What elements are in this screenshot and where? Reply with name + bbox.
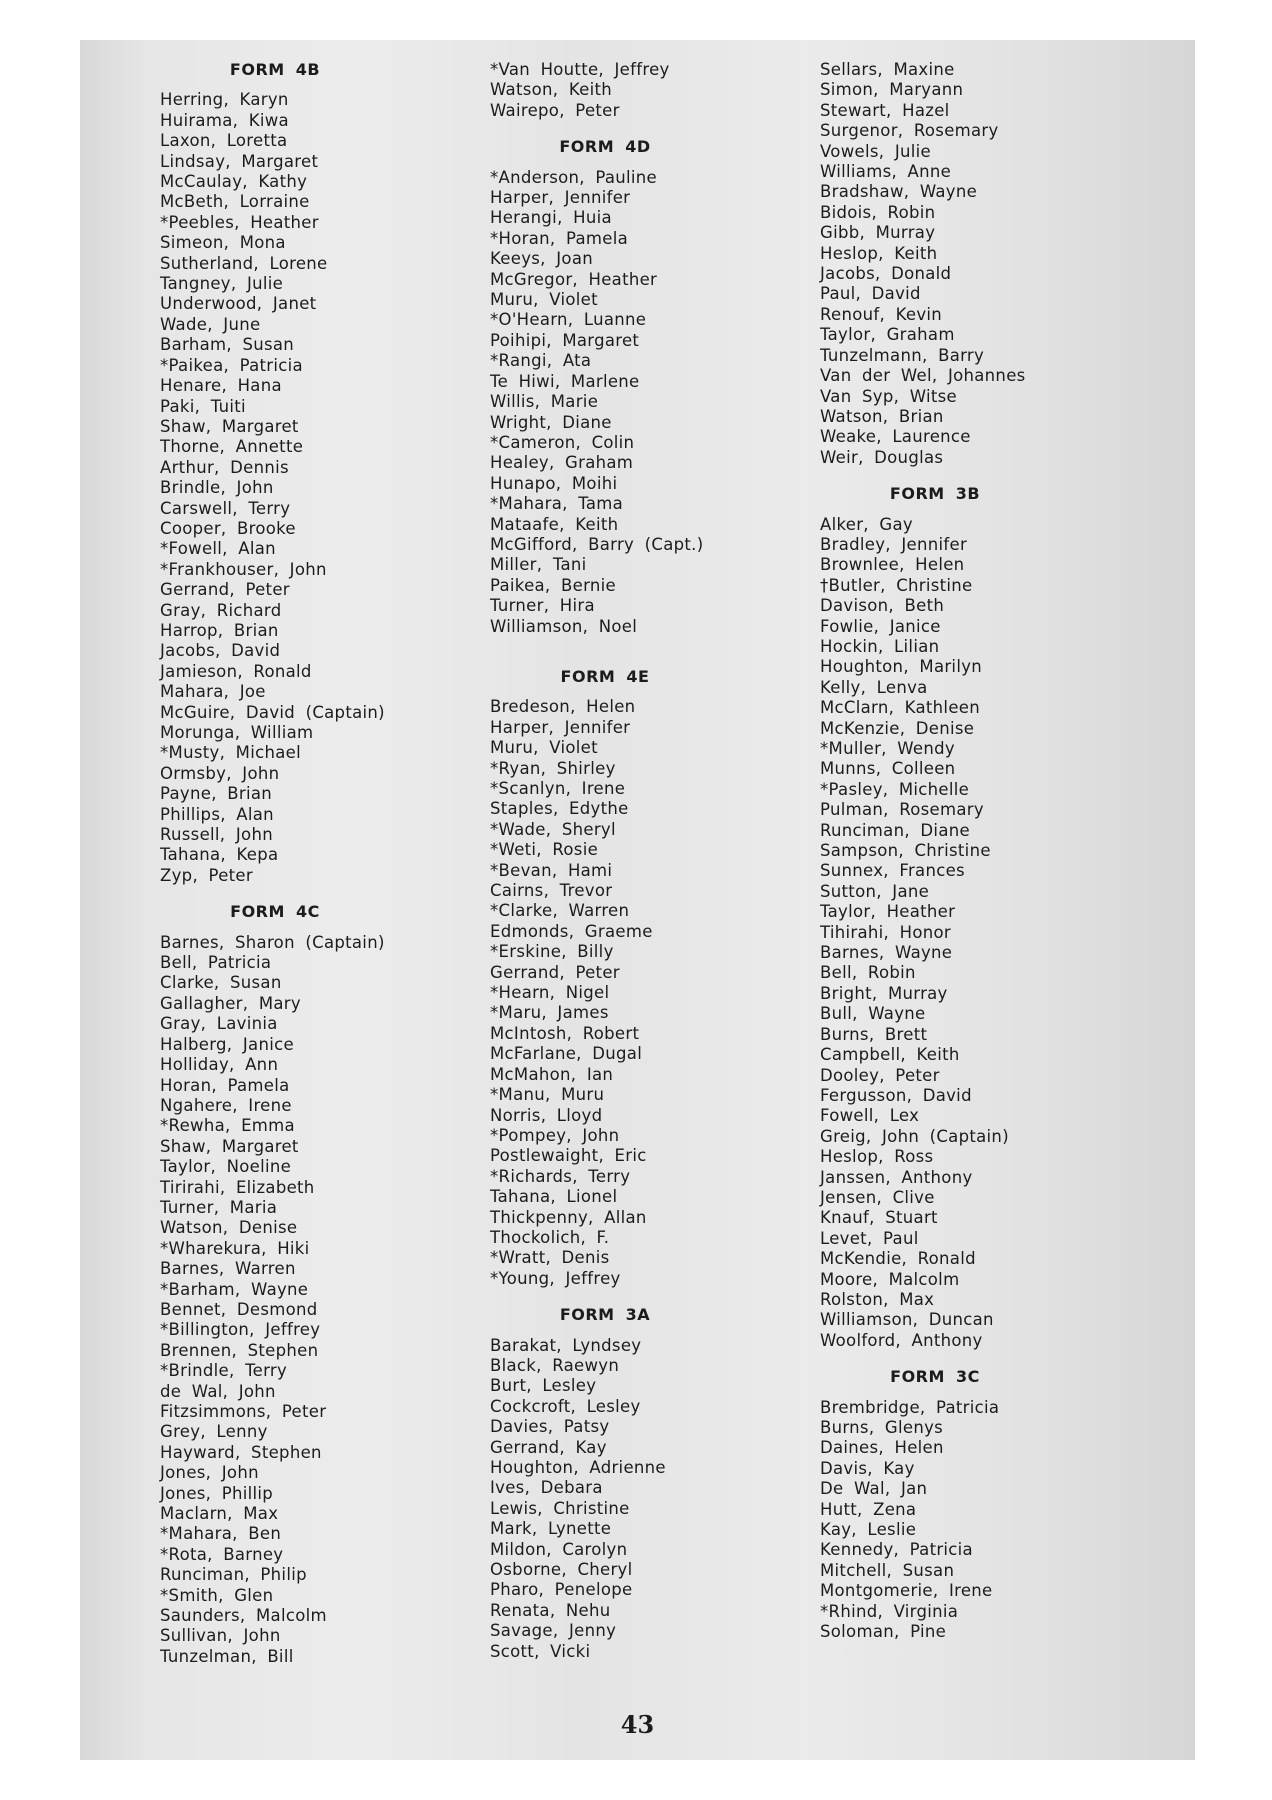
- list-item: Willis, Marie: [490, 392, 599, 412]
- list-item: Barnes, Warren: [160, 1259, 296, 1279]
- column-3: [820, 60, 1160, 1642]
- list-item: Herring, Karyn: [160, 90, 289, 110]
- list-item: Gerrand, Peter: [490, 962, 620, 982]
- section-form-4d: [490, 137, 810, 637]
- list-item: Brindle, John: [160, 478, 274, 498]
- list-item: Alker, Gay: [820, 514, 913, 534]
- list-item: Houghton, Marilyn: [820, 657, 983, 677]
- name-list-continued: [820, 60, 1160, 468]
- list-item: De Wal, Jan: [820, 1479, 928, 1499]
- name-list: [160, 933, 460, 1668]
- page-number: 43: [620, 1710, 655, 1739]
- list-item: de Wal, John: [160, 1381, 276, 1401]
- list-item: Daines, Helen: [820, 1438, 944, 1458]
- list-item: Montgomerie, Irene: [820, 1581, 993, 1601]
- list-item: Turner, Hira: [490, 596, 595, 616]
- list-item: Mahara, Joe: [160, 682, 266, 702]
- list-item: McFarlane, Dugal: [490, 1044, 643, 1064]
- list-item: Harper, Jennifer: [490, 188, 631, 208]
- list-item: Renata, Nehu: [490, 1600, 611, 1620]
- list-item: Taylor, Heather: [820, 902, 956, 922]
- list-item: *Young, Jeffrey: [490, 1268, 621, 1288]
- list-item: Bradshaw, Wayne: [820, 182, 978, 202]
- list-item: Lindsay, Margaret: [160, 151, 319, 171]
- list-item: *Rangi, Ata: [490, 351, 592, 371]
- list-item: Hayward, Stephen: [160, 1442, 322, 1462]
- list-item: *Cameron, Colin: [490, 432, 635, 452]
- list-item: *Barham, Wayne: [160, 1279, 309, 1299]
- list-item: Barnes, Sharon (Captain): [160, 932, 385, 952]
- list-item: Bradley, Jennifer: [820, 534, 968, 554]
- list-item: Munns, Colleen: [820, 759, 956, 779]
- list-item: Turner, Maria: [160, 1197, 278, 1217]
- section-form-3a: [490, 1305, 810, 1662]
- list-item: Clarke, Susan: [160, 973, 282, 993]
- section-form-4b: [160, 60, 460, 886]
- list-item: Moore, Malcolm: [820, 1269, 960, 1289]
- list-item: Bright, Murray: [820, 983, 948, 1003]
- list-item: Wairepo, Peter: [490, 100, 620, 120]
- list-item: Kay, Leslie: [820, 1520, 917, 1540]
- list-item: Williamson, Duncan: [820, 1310, 994, 1330]
- list-item: Herangi, Huia: [490, 208, 612, 228]
- list-item: Vowels, Julie: [820, 141, 931, 161]
- list-item: *Pasley, Michelle: [820, 779, 970, 799]
- list-item: Cairns, Trevor: [490, 881, 613, 901]
- list-item: Hutt, Zena: [820, 1499, 917, 1519]
- list-item: Saunders, Malcolm: [160, 1606, 327, 1626]
- section-heading: FORM 4B: [229, 60, 321, 79]
- list-item: *Frankhouser, John: [160, 559, 327, 579]
- list-item: Surgenor, Rosemary: [820, 121, 999, 141]
- list-item: Pulman, Rosemary: [820, 800, 984, 820]
- list-item: Cooper, Brooke: [160, 518, 296, 538]
- list-item: Janssen, Anthony: [820, 1167, 973, 1187]
- name-list: [160, 90, 460, 886]
- list-item: Postlewaight, Eric: [490, 1146, 647, 1166]
- list-item: *Mahara, Ben: [160, 1524, 282, 1544]
- list-item: *Anderson, Pauline: [490, 167, 657, 187]
- list-item: Wade, June: [160, 314, 261, 334]
- list-item: *O'Hearn, Luanne: [490, 310, 647, 330]
- list-item: Gray, Lavinia: [160, 1014, 278, 1034]
- list-item: Sampson, Christine: [820, 841, 991, 861]
- list-item: Gray, Richard: [160, 600, 282, 620]
- list-item: Thickpenny, Allan: [490, 1207, 647, 1227]
- list-item: Mitchell, Susan: [820, 1560, 955, 1580]
- list-item: *Manu, Muru: [490, 1085, 605, 1105]
- list-item: Bredeson, Helen: [490, 697, 636, 717]
- list-item: Jensen, Clive: [820, 1187, 935, 1207]
- list-item: Phillips, Alan: [160, 804, 274, 824]
- list-item: Watson, Brian: [820, 406, 944, 426]
- list-item: Paul, David: [820, 284, 921, 304]
- list-item: Simon, Maryann: [820, 80, 964, 100]
- list-item: Ives, Debara: [490, 1478, 603, 1498]
- list-item: Shaw, Margaret: [160, 1136, 299, 1156]
- list-item: Harper, Jennifer: [490, 717, 631, 737]
- list-item: Levet, Paul: [820, 1228, 919, 1248]
- list-item: Sullivan, John: [160, 1626, 281, 1646]
- name-list: [490, 168, 810, 637]
- list-item: Shaw, Margaret: [160, 416, 299, 436]
- list-item: Hunapo, Moihi: [490, 473, 618, 493]
- section-heading: FORM 4C: [230, 902, 320, 922]
- list-item: Davies, Patsy: [490, 1417, 610, 1437]
- list-item: *Pompey, John: [490, 1125, 620, 1145]
- list-item: Black, Raewyn: [490, 1355, 620, 1375]
- list-item: Taylor, Noeline: [160, 1157, 292, 1177]
- list-item: *Wratt, Denis: [490, 1248, 610, 1268]
- list-item: Tirirahi, Elizabeth: [160, 1177, 315, 1197]
- list-item: Gallagher, Mary: [160, 993, 301, 1013]
- list-item: Tunzelmann, Barry: [820, 345, 985, 365]
- list-item: Runciman, Diane: [820, 820, 970, 840]
- list-item: McGifford, Barry (Capt.): [490, 534, 704, 554]
- list-item: Fowlie, Janice: [820, 616, 941, 636]
- list-item: Bidois, Robin: [820, 202, 936, 222]
- list-item: Grey, Lenny: [160, 1422, 268, 1442]
- list-item: Hockin, Lilian: [820, 636, 940, 656]
- list-item: Burns, Glenys: [820, 1418, 944, 1437]
- list-item: *Rewha, Emma: [160, 1116, 295, 1136]
- list-item: Jacobs, Donald: [820, 264, 952, 284]
- list-item: Knauf, Stuart: [820, 1208, 938, 1228]
- list-item: Brembridge, Patricia: [820, 1397, 1000, 1417]
- list-item: *Clarke, Warren: [490, 901, 630, 921]
- list-item: Sunnex, Frances: [820, 861, 965, 881]
- list-item: Bell, Robin: [820, 963, 916, 983]
- list-item: Savage, Jenny: [490, 1621, 617, 1641]
- list-item: *Maru, James: [490, 1003, 609, 1023]
- list-item: Mildon, Carolyn: [490, 1539, 628, 1559]
- list-item: *Ryan, Shirley: [490, 758, 616, 778]
- list-item: McKenzie, Denise: [820, 718, 975, 738]
- list-item: Gibb, Murray: [820, 223, 936, 243]
- list-item: Watson, Denise: [160, 1218, 298, 1238]
- section-heading: FORM 4D: [559, 137, 651, 157]
- list-item: *Hearn, Nigel: [490, 983, 610, 1003]
- list-item: Davis, Kay: [820, 1458, 915, 1478]
- name-list: [490, 697, 810, 1289]
- section-heading: FORM 3C: [890, 1367, 980, 1387]
- list-item: Ormsby, John: [160, 763, 280, 783]
- list-item: Jamieson, Ronald: [160, 661, 312, 681]
- list-item: Huirama, Kiwa: [160, 110, 289, 130]
- list-item: Morunga, William: [160, 723, 314, 742]
- list-item: Runciman, Philip: [160, 1565, 307, 1585]
- list-item: *Weti, Rosie: [490, 840, 599, 860]
- list-item: Henare, Hana: [160, 376, 282, 396]
- list-item: Staples, Edythe: [490, 799, 629, 819]
- list-item: Williamson, Noel: [490, 616, 638, 636]
- list-item: *Smith, Glen: [160, 1585, 274, 1605]
- list-item: McBeth, Lorraine: [160, 192, 310, 212]
- section-heading: FORM 3B: [889, 484, 981, 504]
- list-item: †Butler, Christine: [820, 575, 973, 595]
- list-item: Mark, Lynette: [490, 1519, 612, 1539]
- list-item: Gerrand, Peter: [160, 580, 290, 600]
- name-list: [820, 1398, 1160, 1643]
- list-item: Russell, John: [160, 825, 273, 845]
- list-item: *Bevan, Hami: [490, 860, 613, 880]
- list-item: Simeon, Mona: [160, 233, 286, 253]
- list-item: *Brindle, Terry: [160, 1361, 288, 1381]
- list-item: Renouf, Kevin: [820, 304, 943, 324]
- list-item: *Wade, Sheryl: [490, 819, 616, 839]
- section-form-4e: [490, 667, 810, 1289]
- list-item: Gerrand, Kay: [490, 1437, 607, 1457]
- list-item: Sellars, Maxine: [820, 60, 955, 79]
- list-item: *Richards, Terry: [490, 1166, 631, 1186]
- list-item: Healey, Graham: [490, 453, 634, 473]
- list-item: Weir, Douglas: [820, 447, 944, 467]
- list-item: McGuire, David (Captain): [160, 702, 385, 722]
- list-item: *Wharekura, Hiki: [160, 1238, 310, 1258]
- section-heading: FORM 4E: [560, 666, 650, 686]
- list-item: Heslop, Keith: [820, 243, 938, 263]
- list-item: Fergusson, David: [820, 1085, 972, 1105]
- list-item: Lewis, Christine: [490, 1498, 630, 1518]
- list-item: Woolford, Anthony: [820, 1330, 983, 1350]
- list-item: Taylor, Graham: [820, 325, 955, 345]
- list-item: McCaulay, Kathy: [160, 172, 308, 192]
- list-item: *Billington, Jeffrey: [160, 1320, 321, 1340]
- list-item: Bull, Wayne: [820, 1004, 926, 1024]
- list-item: Paikea, Bernie: [490, 575, 616, 595]
- list-item: Burns, Brett: [820, 1024, 928, 1044]
- list-item: Carswell, Terry: [160, 498, 291, 518]
- list-item: Scott, Vicki: [490, 1641, 591, 1661]
- list-item: Weake, Laurence: [820, 427, 971, 447]
- list-item: Davison, Beth: [820, 596, 945, 616]
- list-item: *Paikea, Patricia: [160, 355, 303, 375]
- list-item: *Musty, Michael: [160, 743, 301, 763]
- list-item: Jacobs, David: [160, 641, 281, 661]
- list-item: Mataafe, Keith: [490, 514, 619, 534]
- list-item: Bell, Patricia: [160, 953, 272, 973]
- list-item: Heslop, Ross: [820, 1147, 934, 1167]
- document-page: [80, 40, 1195, 1760]
- list-item: Wright, Diane: [490, 412, 612, 432]
- list-item: Holliday, Ann: [160, 1055, 279, 1075]
- section-form-4c: [160, 902, 460, 1667]
- list-item: Fitzsimmons, Peter: [160, 1402, 327, 1421]
- list-item: *Fowell, Alan: [160, 539, 276, 559]
- column-2: [490, 60, 810, 1662]
- name-list-continued: [490, 60, 810, 121]
- list-item: Barnes, Wayne: [820, 943, 953, 963]
- list-item: Poihipi, Margaret: [490, 330, 640, 350]
- list-item: Sutton, Jane: [820, 881, 930, 901]
- list-item: Pharo, Penelope: [490, 1580, 633, 1600]
- list-item: McClarn, Kathleen: [820, 698, 980, 718]
- list-item: *Mahara, Tama: [490, 494, 624, 514]
- section-form-3c: [820, 1367, 1160, 1642]
- section-heading: FORM 3A: [559, 1305, 651, 1325]
- list-item: Tangney, Julie: [160, 274, 284, 294]
- list-item: Arthur, Dennis: [160, 457, 289, 477]
- list-item: Jones, John: [160, 1463, 259, 1483]
- list-item: McMahon, Ian: [490, 1064, 614, 1084]
- list-item: Williams, Anne: [820, 162, 952, 182]
- list-item: Tunzelman, Bill: [160, 1646, 294, 1666]
- list-item: Muru, Violet: [490, 738, 598, 758]
- list-item: Kennedy, Patricia: [820, 1540, 973, 1560]
- list-item: McKendie, Ronald: [820, 1249, 976, 1269]
- list-item: Te Hiwi, Marlene: [490, 371, 640, 391]
- list-item: Dooley, Peter: [820, 1065, 940, 1085]
- list-item: Soloman, Pine: [820, 1622, 947, 1642]
- list-item: McGregor, Heather: [490, 269, 658, 289]
- list-item: *Scanlyn, Irene: [490, 779, 626, 798]
- list-item: Rolston, Max: [820, 1289, 935, 1309]
- list-item: Muru, Violet: [490, 290, 598, 310]
- list-item: Zyp, Peter: [160, 865, 253, 885]
- section-form-3b: [820, 484, 1160, 1351]
- list-item: Keeys, Joan: [490, 249, 593, 269]
- list-item: Campbell, Keith: [820, 1045, 960, 1065]
- list-item: Ngahere, Irene: [160, 1095, 292, 1115]
- list-item: Burt, Lesley: [490, 1376, 597, 1396]
- list-item: Cockcroft, Lesley: [490, 1396, 641, 1416]
- list-item: Osborne, Cheryl: [490, 1560, 633, 1580]
- list-item: Stewart, Hazel: [820, 100, 950, 120]
- list-item: Barakat, Lyndsey: [490, 1335, 642, 1355]
- list-item: *Muller, Wendy: [820, 739, 955, 758]
- list-item: Payne, Brian: [160, 784, 273, 804]
- name-list: [490, 1336, 810, 1663]
- list-item: Halberg, Janice: [160, 1034, 294, 1054]
- list-item: *Rhind, Virginia: [820, 1601, 959, 1621]
- list-item: Tihirahi, Honor: [820, 922, 951, 942]
- list-item: Brownlee, Helen: [820, 555, 965, 575]
- list-item: *Erskine, Billy: [490, 942, 614, 962]
- list-item: McIntosh, Robert: [490, 1023, 640, 1043]
- list-item: Sutherland, Lorene: [160, 253, 328, 273]
- list-item: Thockolich, F.: [490, 1227, 610, 1247]
- list-item: Kelly, Lenva: [820, 677, 928, 697]
- list-item: Paki, Tuiti: [160, 396, 246, 416]
- list-item: Fowell, Lex: [820, 1106, 920, 1126]
- list-item: Edmonds, Graeme: [490, 921, 653, 941]
- list-item: Norris, Lloyd: [490, 1105, 603, 1125]
- list-item: Bennet, Desmond: [160, 1299, 318, 1319]
- list-item: Harrop, Brian: [160, 620, 279, 640]
- list-item: Horan, Pamela: [160, 1075, 290, 1095]
- list-item: Houghton, Adrienne: [490, 1458, 666, 1477]
- list-item: Brennen, Stephen: [160, 1340, 319, 1360]
- name-list: [820, 515, 1160, 1352]
- list-item: Underwood, Janet: [160, 294, 317, 314]
- list-item: *Rota, Barney: [160, 1544, 284, 1564]
- list-item: Jones, Phillip: [160, 1483, 274, 1503]
- list-item: *Horan, Pamela: [490, 228, 629, 248]
- list-item: Maclarn, Max: [160, 1504, 279, 1524]
- list-item: *Van Houtte, Jeffrey: [490, 60, 670, 79]
- list-item: Greig, John (Captain): [820, 1126, 1009, 1146]
- list-item: Van Syp, Witse: [820, 386, 957, 406]
- list-item: Tahana, Kepa: [160, 845, 279, 865]
- list-item: Watson, Keith: [490, 80, 613, 100]
- list-item: Van der Wel, Johannes: [820, 366, 1026, 386]
- list-item: Thorne, Annette: [160, 437, 304, 457]
- list-item: Laxon, Loretta: [160, 131, 288, 151]
- list-item: Miller, Tani: [490, 555, 587, 575]
- list-item: *Peebles, Heather: [160, 212, 319, 232]
- list-item: Barham, Susan: [160, 335, 295, 355]
- column-1: [160, 60, 460, 1667]
- list-item: Tahana, Lionel: [490, 1187, 618, 1207]
